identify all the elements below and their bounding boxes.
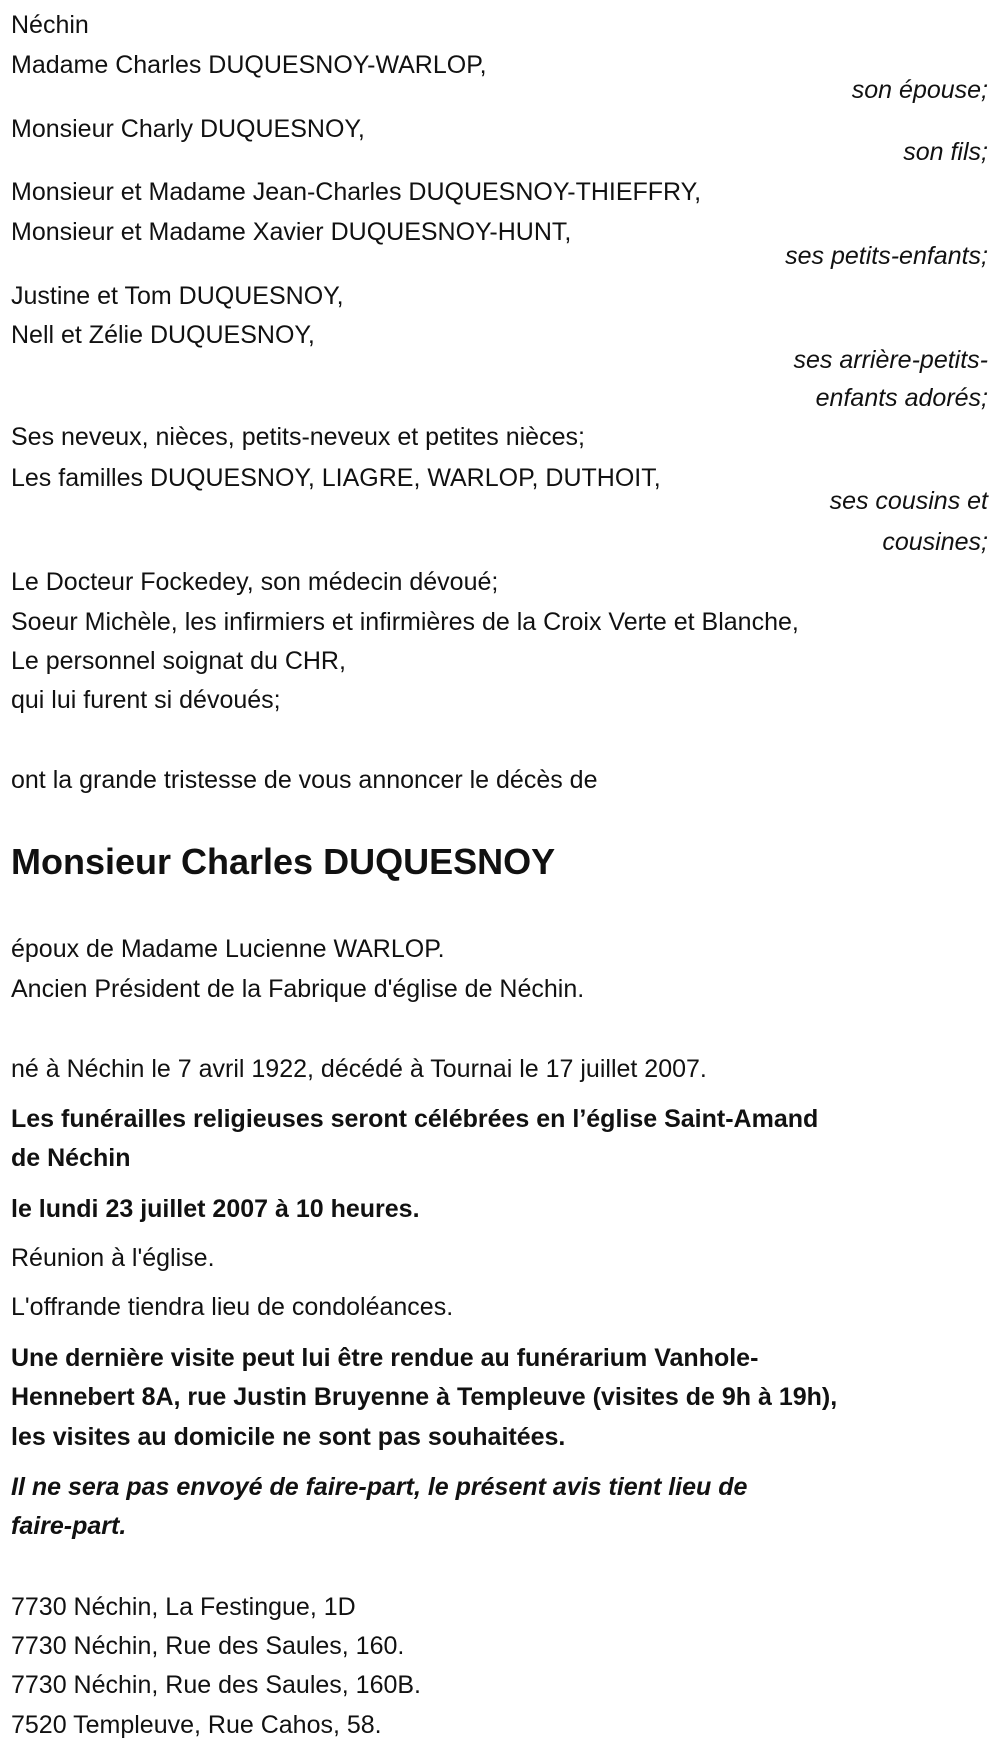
- spouse: époux de Madame Lucienne WARLOP.: [11, 935, 445, 963]
- notice-line: faire-part.: [11, 1512, 127, 1540]
- address: 7730 Néchin, Rue des Saules, 160B.: [11, 1671, 421, 1699]
- funeral-date: le lundi 23 juillet 2007 à 10 heures.: [11, 1195, 420, 1223]
- family-line: Madame Charles DUQUESNOY-WARLOP,: [11, 51, 487, 79]
- thanks-line: Le personnel soignat du CHR,: [11, 647, 346, 675]
- relation-label: son fils;: [903, 138, 988, 166]
- relation-label: ses cousins et: [829, 487, 988, 515]
- visit-line: Hennebert 8A, rue Justin Bruyenne à Templeuve (visites de 9h à 19h),: [11, 1383, 838, 1411]
- deceased-name: Monsieur Charles DUQUESNOY: [11, 841, 556, 882]
- family-line: Monsieur et Madame Jean-Charles DUQUESNOY-THIEFFRY,: [11, 178, 702, 206]
- relation-label: enfants adorés;: [815, 384, 988, 412]
- family-line: Les familles DUQUESNOY, LIAGRE, WARLOP, DUTHOIT,: [11, 464, 661, 492]
- announcement: ont la grande tristesse de vous annoncer le décès de: [11, 766, 598, 794]
- relation-label: ses petits-enfants;: [785, 242, 988, 270]
- dates: né à Néchin le 7 avril 1922, décédé à Tournai le 17 juillet 2007.: [11, 1055, 707, 1083]
- family-line: Monsieur Charly DUQUESNOY,: [11, 115, 365, 143]
- thanks-line: Soeur Michèle, les infirmiers et infirmières de la Croix Verte et Blanche,: [11, 608, 799, 636]
- notice-line: Il ne sera pas envoyé de faire-part, le présent avis tient lieu de: [11, 1473, 748, 1501]
- relation-label: son épouse;: [851, 76, 988, 104]
- thanks-line: Le Docteur Fockedey, son médecin dévoué;: [11, 568, 499, 596]
- address: 7520 Templeuve, Rue Cahos, 58.: [11, 1711, 382, 1739]
- visit-line: Une dernière visite peut lui être rendue au funérarium Vanhole-: [11, 1344, 759, 1372]
- family-line: Justine et Tom DUQUESNOY,: [11, 282, 344, 310]
- family-line: Ses neveux, nièces, petits-neveux et petites nièces;: [11, 423, 585, 451]
- offering: L'offrande tiendra lieu de condoléances.: [11, 1293, 454, 1321]
- meeting: Réunion à l'église.: [11, 1244, 215, 1272]
- funeral-line: Les funérailles religieuses seront célébrées en l’église Saint-Amand: [11, 1105, 819, 1133]
- relation-label: ses arrière-petits-: [793, 346, 988, 374]
- relation-label: cousines;: [882, 528, 988, 556]
- title: Ancien Président de la Fabrique d'église de Néchin.: [11, 975, 585, 1003]
- address: 7730 Néchin, La Festingue, 1D: [11, 1593, 356, 1621]
- funeral-line: de Néchin: [11, 1144, 131, 1172]
- address: 7730 Néchin, Rue des Saules, 160.: [11, 1632, 405, 1660]
- thanks-line: qui lui furent si dévoués;: [11, 686, 281, 714]
- visit-line: les visites au domicile ne sont pas souhaitées.: [11, 1423, 566, 1451]
- family-line: Monsieur et Madame Xavier DUQUESNOY-HUNT,: [11, 218, 572, 246]
- family-line: Nell et Zélie DUQUESNOY,: [11, 321, 315, 349]
- place: Néchin: [11, 11, 89, 39]
